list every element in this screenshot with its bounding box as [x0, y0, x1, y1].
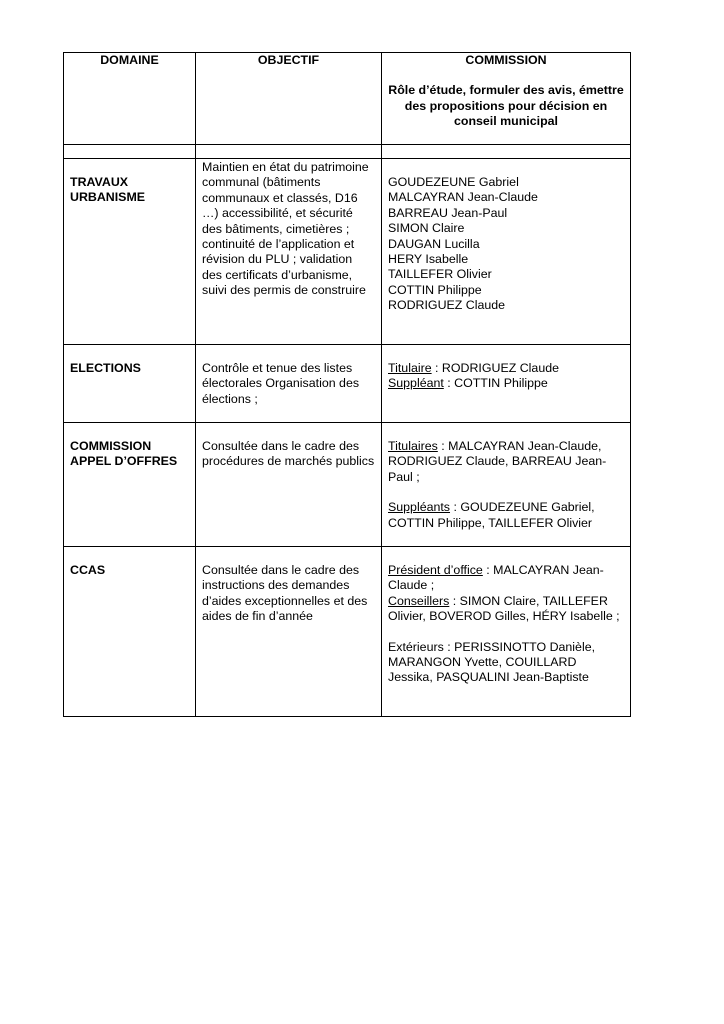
commissions-table [63, 52, 631, 717]
titulaire-value: : RODRIGUEZ Claude [431, 361, 559, 375]
objectif-cell: Consultée dans le cadre des instructions des demandes d’aides exceptionnelles et des aides de fin d’année [196, 547, 382, 717]
titulaires-line [388, 439, 624, 485]
header-domaine: DOMAINE [64, 53, 196, 145]
commission-cell [382, 345, 631, 423]
domaine-cell: TRAVAUX URBANISME [64, 159, 196, 345]
conseillers-label: Conseillers [388, 593, 450, 608]
exterieurs-line: Extérieurs : PERISSINOTTO Danièle, MARANGON Yvette, COUILLARD Jessika, PASQUALINI Jean-Baptiste [388, 639, 596, 685]
commission-cell [382, 547, 631, 717]
header-commission-subtitle: Rôle d’étude, formuler des avis, émettre des propositions pour décision en conseil municipal [388, 83, 624, 129]
member-name: RODRIGUEZ Claude [388, 298, 506, 313]
member-name: COTTIN Philippe [388, 282, 482, 297]
titulaires-label: Titulaires [388, 439, 438, 453]
domaine-cell: CCAS [64, 547, 196, 717]
suppleant-line [388, 376, 624, 391]
titulaire-label: Titulaire [388, 361, 432, 375]
member-name: DAUGAN Lucilla [388, 236, 480, 251]
suppleants-value: : GOUDEZEUNE Gabriel, COTTIN Philippe, TAILLEFER Olivier [388, 500, 595, 530]
table-row [64, 345, 631, 423]
member-name: MALCAYRAN Jean-Claude [388, 190, 538, 205]
objectif-cell: Consultée dans le cadre des procédures de marchés publics [196, 423, 382, 547]
member-name: TAILLEFER Olivier [388, 267, 492, 282]
objectif-cell: Contrôle et tenue des listes électorales Organisation des élections ; [196, 345, 382, 423]
suppleant-value: : COTTIN Philippe [443, 376, 548, 391]
table-row [64, 547, 631, 717]
conseillers-line [388, 594, 624, 625]
objectif-cell: Maintien en état du patrimoine communal (bâtiments communaux et classés, D16 …) accessibilité, et sécurité des bâtiments, cimetières ; continuité de l’application et révision du PLU ; validation des certificats d’urbanisme, suivi des permis de construire [196, 159, 382, 345]
commission-cell [382, 159, 631, 345]
titulaires-value: : MALCAYRAN Jean-Claude, RODRIGUEZ Claude, BARREAU Jean-Paul ; [388, 439, 607, 484]
domaine-cell: ELECTIONS [64, 345, 196, 423]
suppleants-line [388, 500, 624, 531]
member-name: HERY Isabelle [388, 252, 469, 267]
table-row [64, 423, 631, 547]
header-objectif: OBJECTIF [196, 53, 382, 145]
member-name: BARREAU Jean-Paul [388, 205, 508, 220]
suppleant-label: Suppléant [388, 376, 444, 391]
suppleants-label: Suppléants [388, 500, 451, 515]
domaine-cell: COMMISSION APPEL D’OFFRES [64, 423, 196, 547]
titulaire-line [388, 361, 624, 376]
member-name: GOUDEZEUNE Gabriel [388, 175, 519, 189]
header-commission-title: COMMISSION [465, 53, 547, 67]
spacer-row [64, 145, 631, 159]
president-label: Président d’office [388, 563, 483, 577]
table-row [64, 159, 631, 345]
header-commission [382, 53, 631, 145]
president-line [388, 563, 624, 594]
header-row [64, 53, 631, 145]
president-value: : MALCAYRAN Jean-Claude ; [388, 563, 604, 593]
member-name: SIMON Claire [388, 221, 465, 236]
conseillers-value: : SIMON Claire, TAILLEFER Olivier, BOVEROD Gilles, HÉRY Isabelle ; [388, 593, 620, 624]
commission-cell [382, 423, 631, 547]
